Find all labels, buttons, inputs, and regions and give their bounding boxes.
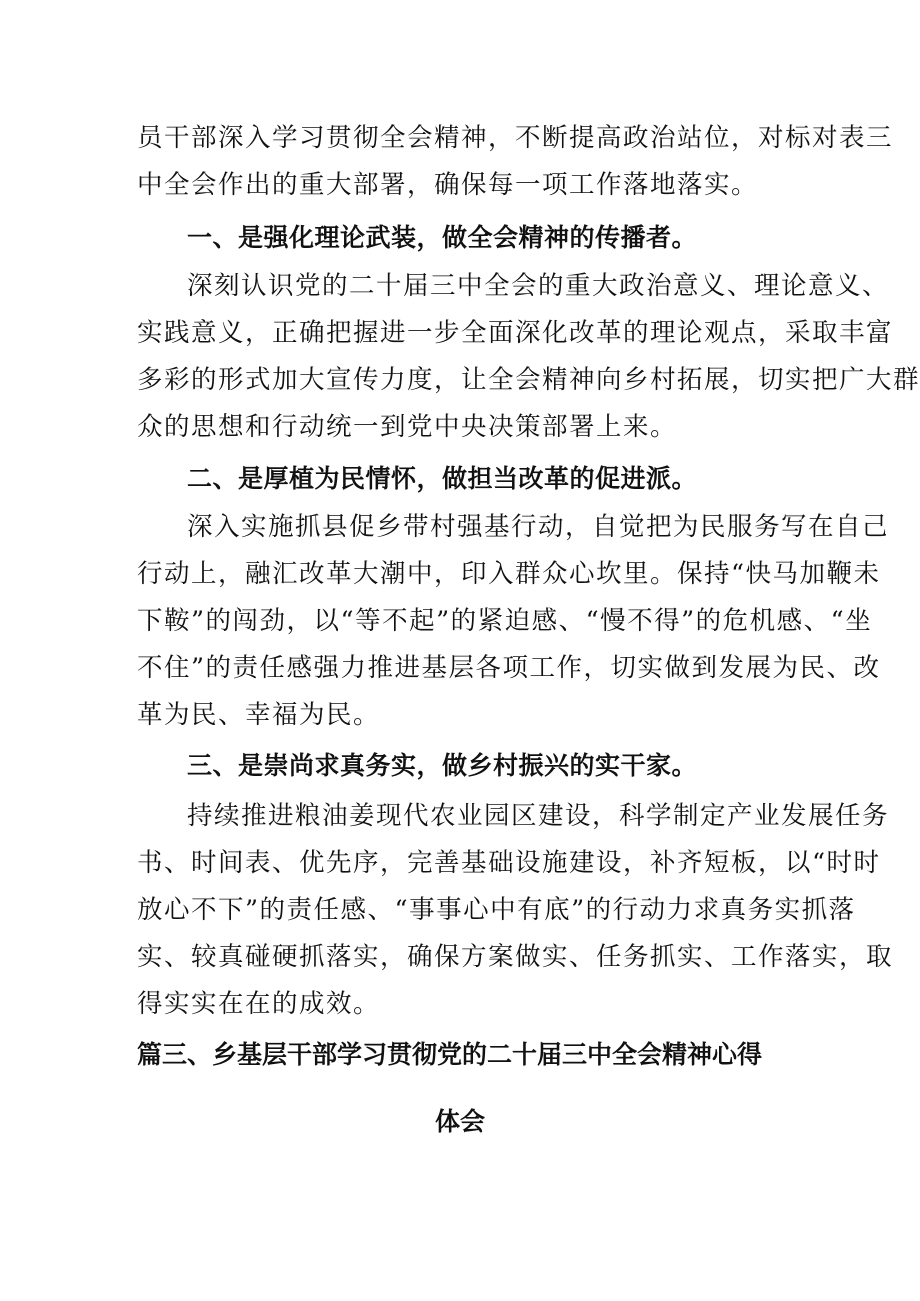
intro-line-2: 中全会作出的重大部署，确保每一项工作落地落实。 [137, 170, 759, 200]
chapter-title-tail: 体会 [434, 1107, 485, 1136]
section-2-heading: 二、是厚植为民情怀，做担当改革的促进派。 [187, 464, 698, 493]
section-2-paragraph [137, 504, 890, 739]
section-3-heading: 三、是崇尚求真务实，做乡村振兴的实干家。 [187, 751, 698, 780]
intro-line-1: 员干部深入学习贯彻全会精神，不断提高政治站位，对标对表三 [137, 123, 894, 153]
section-1-line-2: 实践意义，正确把握进一步全面深化改革的理论观点，采取丰富 [137, 318, 894, 348]
section-2-line-1: 深入实施抓县促乡带村强基行动，自觉把为民服务写在自己 [187, 512, 890, 542]
section-3-line-5: 得实实在在的成效。 [137, 989, 381, 1019]
section-3-line-3: 放心不下”的责任感、“事事心中有底”的行动力求真务实抓落 [137, 895, 856, 925]
section-3-line-4: 实、较真碰硬抓落实，确保方案做实、任务抓实、工作落实，取 [137, 942, 894, 972]
section-2-line-5: 革为民、幸福为民。 [137, 700, 381, 730]
section-1-line-3: 多彩的形式加大宣传力度，让全会精神向乡村拓展，切实把广大群 [137, 365, 920, 395]
section-3-line-2: 书、时间表、优先序，完善基础设施建设，补齐短板，以“时时 [137, 848, 881, 878]
section-3-paragraph [137, 793, 894, 1028]
section-2-line-4: 不住”的责任感强力推进基层各项工作，切实做到发展为民、改 [137, 653, 881, 683]
section-1-heading: 一、是强化理论武装，做全会精神的传播者。 [187, 223, 698, 252]
intro-paragraph [137, 115, 894, 209]
section-2-line-2: 行动上，融汇改革大潮中，印入群众心坎里。保持“快马加鞭未 [137, 559, 881, 589]
section-1-line-1: 深刻认识党的二十届三中全会的重大政治意义、理论意义、 [187, 271, 890, 301]
section-1-paragraph [137, 263, 920, 451]
section-3-line-1: 持续推进粮油姜现代农业园区建设，科学制定产业发展任务 [187, 801, 890, 831]
section-1-line-4: 众的思想和行动统一到党中央决策部署上来。 [137, 412, 678, 442]
section-2-line-3: 下鞍”的闯劲，以“等不起”的紧迫感、“慢不得”的危机感、“坐 [137, 606, 873, 636]
chapter-title: 篇三、乡基层干部学习贯彻党的二十届三中全会精神心得 [137, 1040, 763, 1069]
